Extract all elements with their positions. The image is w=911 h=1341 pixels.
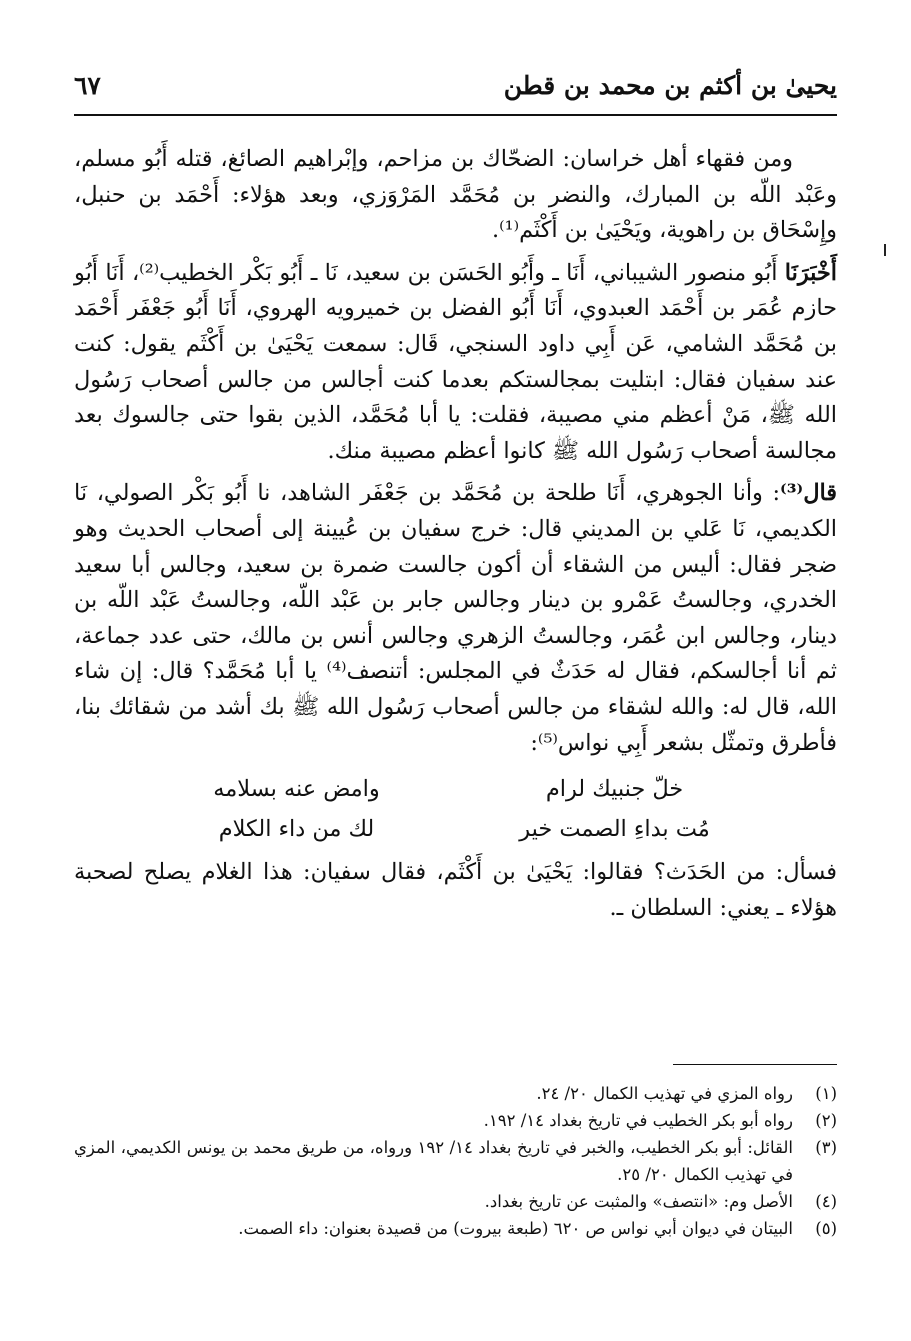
paragraph-2-lead: أَخْبَرَنَا xyxy=(784,259,837,286)
verse-line-1 xyxy=(74,769,837,809)
verse-2-first-hemistich: مُت بداءِ الصمت خير xyxy=(519,816,710,843)
margin-mark xyxy=(884,244,886,256)
footnote xyxy=(74,1188,837,1215)
footnote-number: (٣) xyxy=(815,1138,837,1157)
footnote-number: (٤) xyxy=(815,1192,837,1211)
paragraph-3 xyxy=(74,476,837,761)
verse-line-2 xyxy=(74,809,837,849)
verse-2-second-hemistich: لك من داء الكلام xyxy=(218,816,375,843)
footnote-text: رواه أبو بكر الخطيب في تاريخ بغداد ١٤/ ١٩٢. xyxy=(483,1111,793,1130)
footnote-number: (٥) xyxy=(815,1219,837,1238)
footnote xyxy=(74,1080,837,1107)
paragraph-3-lead: قال⁽³⁾ xyxy=(780,480,837,507)
running-title: يحيىٰ بن أكثم بن محمد بن قطن xyxy=(503,71,837,100)
footnote xyxy=(74,1215,837,1242)
paragraph-2 xyxy=(74,256,837,470)
footnote-separator xyxy=(673,1064,837,1065)
footnote-number: (٢) xyxy=(815,1111,837,1130)
footnote-text: الأصل وم: «انتصف» والمثبت عن تاريخ بغداد. xyxy=(484,1192,793,1211)
paragraph-1: ومن فقهاء أهل خراسان: الضحّاك بن مزاحم، وإبْراهيم الصائغ، قتله أَبُو مسلم، وعَبْد اللّه بن المبارك، والنضر بن مُحَمَّد المَرْوَزي، وبعد هؤلاء: أَحْمَد بن حنبل، وإِسْحَاق بن راهوية، ويَحْيَىٰ بن أَكْثَم⁽¹⁾. xyxy=(74,146,837,244)
footnote-text: القائل: أبو بكر الخطيب، والخبر في تاريخ بغداد ١٤/ ١٩٢ ورواه، من طريق محمد بن يونس الكديمي، المزي في تهذيب الكمال ٢٠/ ٢٥. xyxy=(74,1138,793,1184)
footnote-text: رواه المزي في تهذيب الكمال ٢٠/ ٢٤. xyxy=(536,1084,793,1103)
closing-paragraph: فسأل: من الحَدَث؟ فقالوا: يَحْيَىٰ بن أَكْثَم، فقال سفيان: هذا الغلام يصلح لصحبة هؤلاء ـ يعني: السلطان ـ. xyxy=(74,859,837,921)
verse-1-second-hemistich: وامض عنه بسلامه xyxy=(213,776,380,803)
footnote-number: (١) xyxy=(815,1084,837,1103)
verse-1-first-hemistich: خلّ جنبيك لرام xyxy=(545,776,684,803)
poem-verse xyxy=(74,769,837,849)
page-header xyxy=(74,68,837,104)
page-number: ٦٧ xyxy=(74,71,101,100)
footnote xyxy=(74,1134,837,1188)
paragraph-3-text: : وأنا الجوهري، أَنَا طلحة بن مُحَمَّد بن جَعْفَر الشاهد، نا أَبُو بَكْر الصولي، نَا الكديمي، نَا عَلي بن المديني قال: خرج سفيان بن عُيينة إلى أصحاب الحديث وهو ضجر فقال: أليس من الشقاء أن أكون جالست ضمرة بن سعيد، وجالس أبا سعيد الخدري، وجالستُ عَمْرو بن دينار وجالس جابر بن عَبْد اللّه، وجالستُ عَبْد اللّه بن دينار، وجالس ابن عُمَر، وجالستُ الزهري وجالس أنس بن مالك، حتى عدد جماعة، ثم أنا أجالسكم، فقال له حَدَثٌ في المجلس: أتنصف⁽⁴⁾ يا أبا مُحَمَّد؟ قال: إن شاء الله، قال له: والله لشقاء من جالس أصحاب رَسُول الله ﷺ بك أشد من شقائك بنا، فأطرق وتمثّل بشعر أَبِي نواس⁽⁵⁾: xyxy=(74,480,837,756)
footnotes xyxy=(74,1080,837,1242)
footnote-text: البيتان في ديوان أبي نواس ص ٦٢٠ (طبعة بيروت) من قصيدة بعنوان: داء الصمت. xyxy=(238,1219,793,1238)
paragraph-2-text: أَبُو منصور الشيباني، أَنَا ـ وأَبُو الحَسَن بن سعيد، نَا ـ أَبُو بَكْر الخطيب⁽²⁾، أَنَا أَبُو حازم عُمَر بن أَحْمَد العبدوي، أَنَا أَبُو الفضل بن خميرويه الهروي، أَنَا أَبُو جَعْفَر أَحْمَد بن مُحَمَّد الشامي، عَن أَبِي داود السنجي، قَال: سمعت يَحْيَىٰ بن أَكْثَم يقول: كنت عند سفيان فقال: ابتليت بمجالستكم بعدما كنت أجالس من جالس أصحاب رَسُول الله ﷺ، مَنْ أعظم مني مصيبة، فقلت: يا أبا مُحَمَّد، الذين بقوا حتى جالسوك بعد مجالسة أصحاب رَسُول الله ﷺ كانوا أعظم مصيبة منك. xyxy=(74,259,837,464)
main-text xyxy=(74,142,837,933)
header-rule xyxy=(74,114,837,116)
footnote xyxy=(74,1107,837,1134)
